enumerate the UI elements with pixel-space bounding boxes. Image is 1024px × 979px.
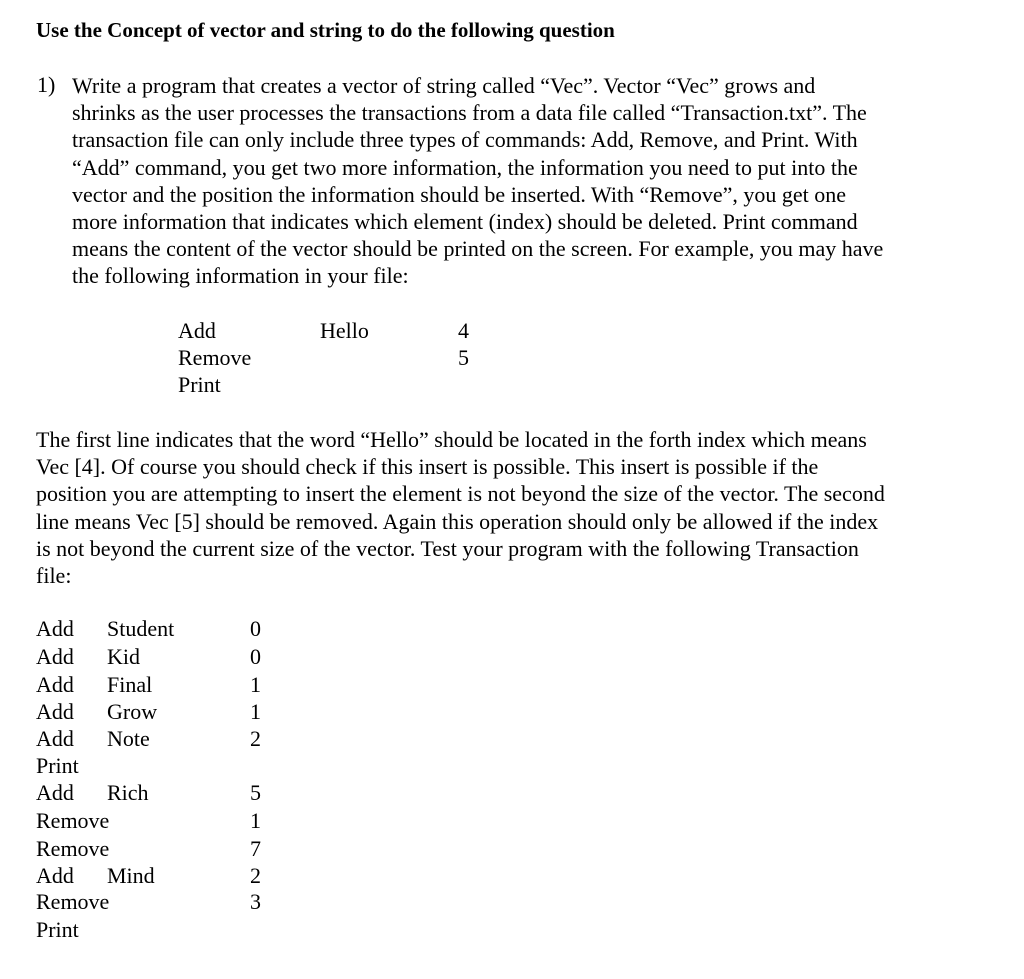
- question-line: means the content of the vector should be printed on the screen. For example, you may have: [72, 236, 884, 262]
- example-index: 5: [458, 345, 469, 370]
- transaction-index: 1: [250, 672, 261, 697]
- example-cmd: Remove: [178, 345, 252, 370]
- transaction-word: Mind: [107, 863, 155, 888]
- transaction-index: 7: [250, 836, 261, 861]
- transaction-cmd: Print: [36, 753, 79, 778]
- transaction-cmd: Add: [36, 780, 74, 805]
- transaction-word: Kid: [107, 644, 140, 669]
- transaction-cmd: Add: [36, 726, 74, 751]
- example-word: Hello: [320, 318, 369, 343]
- transaction-index: 1: [250, 699, 261, 724]
- transaction-cmd: Remove: [36, 808, 110, 833]
- transaction-word: Student: [107, 616, 175, 641]
- transaction-cmd: Add: [36, 863, 74, 888]
- explanation-line: line means Vec [5] should be removed. Again this operation should only be allowed if the index: [36, 508, 879, 534]
- example-index: 4: [458, 318, 469, 343]
- transaction-index: 0: [250, 616, 261, 641]
- transaction-word: Rich: [107, 780, 149, 805]
- question-line: vector and the position the information should be inserted. With “Remove”, you get one: [72, 181, 847, 207]
- explanation-line: position you are attempting to insert the element is not beyond the size of the vector. The second: [36, 481, 885, 507]
- transaction-index: 2: [250, 863, 261, 888]
- explanation-line: is not beyond the current size of the vector. Test your program with the following Transaction: [36, 535, 859, 561]
- transaction-index: 2: [250, 726, 261, 751]
- transaction-index: 0: [250, 644, 261, 669]
- explanation-line: Vec [4]. Of course you should check if this insert is possible. This insert is possible if the: [36, 454, 819, 480]
- question-line: Write a program that creates a vector of string called “Vec”. Vector “Vec” grows and: [72, 73, 816, 98]
- question-text: [72, 72, 952, 290]
- transaction-cmd: Add: [36, 699, 74, 724]
- example-cmd: Print: [178, 372, 221, 397]
- question-line: shrinks as the user processes the transactions from a data file called “Transaction.txt”. The: [72, 100, 867, 126]
- transaction-word: Note: [107, 726, 150, 751]
- transaction-cmd: Remove: [36, 889, 110, 914]
- transaction-index: 3: [250, 889, 261, 914]
- transaction-cmd: Print: [36, 917, 79, 942]
- transaction-word: Grow: [107, 699, 158, 724]
- question-number: 1): [37, 72, 56, 97]
- explanation-line: The first line indicates that the word “Hello” should be located in the forth index which means: [36, 427, 867, 452]
- transaction-cmd: Remove: [36, 836, 110, 861]
- transaction-cmd: Add: [36, 672, 74, 697]
- question-line: “Add” command, you get two more information, the information you need to put into the: [72, 154, 858, 180]
- question-line: more information that indicates which element (index) should be deleted. Print command: [72, 209, 858, 235]
- transaction-index: 1: [250, 808, 261, 833]
- explanation-text: [36, 426, 996, 589]
- transaction-word: Final: [107, 672, 153, 697]
- transaction-cmd: Add: [36, 644, 74, 669]
- explanation-line: file:: [36, 563, 72, 589]
- page-title: Use the Concept of vector and string to do the following question: [36, 18, 615, 42]
- transaction-cmd: Add: [36, 616, 74, 641]
- question-line: transaction file can only include three types of commands: Add, Remove, and Print. With: [72, 127, 858, 153]
- question-line: the following information in your file:: [72, 263, 409, 289]
- example-cmd: Add: [178, 318, 216, 343]
- transaction-index: 5: [250, 780, 261, 805]
